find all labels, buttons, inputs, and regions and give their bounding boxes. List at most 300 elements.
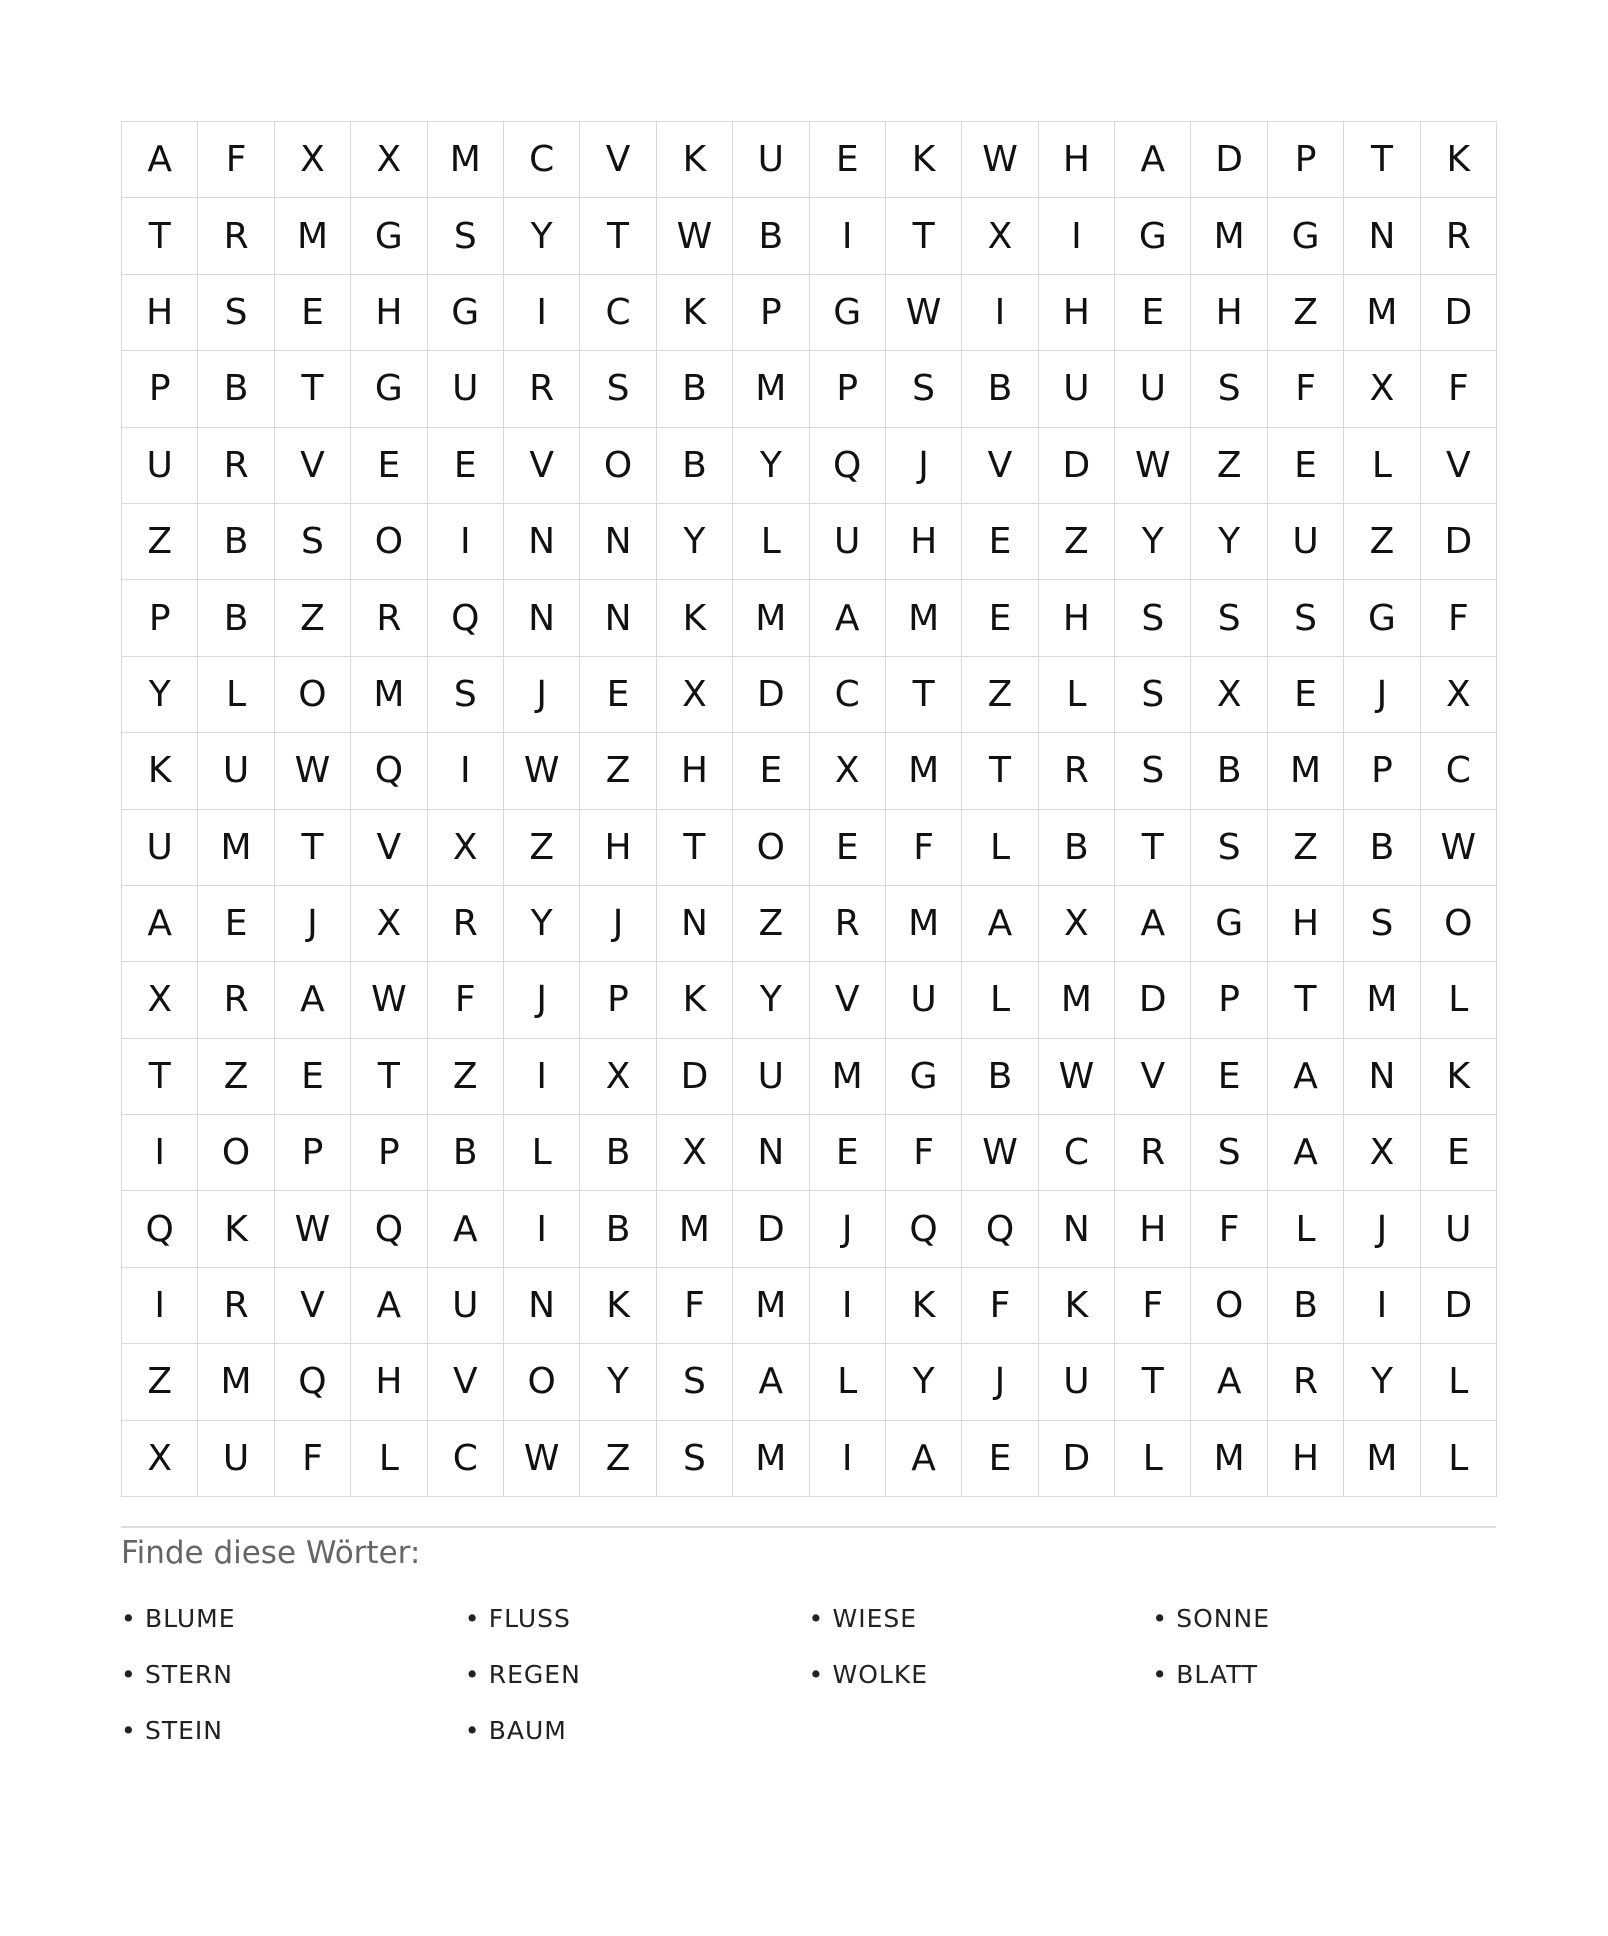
grid-cell[interactable]: A	[427, 1191, 503, 1267]
grid-cell[interactable]: M	[1038, 962, 1114, 1038]
grid-cell[interactable]: O	[580, 427, 656, 503]
grid-cell[interactable]: F	[1115, 1267, 1191, 1343]
grid-cell[interactable]: H	[351, 1344, 427, 1420]
grid-cell[interactable]: H	[580, 809, 656, 885]
grid-cell[interactable]: I	[962, 274, 1038, 350]
grid-cell[interactable]: Y	[580, 1344, 656, 1420]
grid-cell[interactable]: M	[885, 733, 961, 809]
grid-cell[interactable]: Z	[122, 1344, 198, 1420]
grid-cell[interactable]: Z	[580, 1420, 656, 1496]
grid-cell[interactable]: N	[733, 1115, 809, 1191]
grid-cell[interactable]: O	[1420, 885, 1496, 961]
grid-cell[interactable]: T	[122, 1038, 198, 1114]
grid-cell[interactable]: O	[503, 1344, 579, 1420]
grid-cell[interactable]: Y	[656, 503, 732, 579]
grid-cell[interactable]: H	[1267, 885, 1343, 961]
grid-cell[interactable]: P	[733, 274, 809, 350]
grid-cell[interactable]: G	[885, 1038, 961, 1114]
grid-cell[interactable]: X	[1191, 656, 1267, 732]
grid-cell[interactable]: I	[503, 274, 579, 350]
grid-cell[interactable]: I	[122, 1267, 198, 1343]
grid-cell[interactable]: L	[1038, 656, 1114, 732]
grid-cell[interactable]: E	[274, 1038, 350, 1114]
grid-cell[interactable]: J	[503, 962, 579, 1038]
grid-cell[interactable]: J	[274, 885, 350, 961]
grid-cell[interactable]: D	[1038, 1420, 1114, 1496]
grid-cell[interactable]: T	[274, 351, 350, 427]
grid-cell[interactable]: D	[1191, 122, 1267, 198]
grid-cell[interactable]: R	[198, 198, 274, 274]
grid-cell[interactable]: I	[809, 1420, 885, 1496]
grid-cell[interactable]: E	[274, 274, 350, 350]
grid-cell[interactable]: D	[1420, 274, 1496, 350]
grid-cell[interactable]: G	[1344, 580, 1420, 656]
grid-cell[interactable]: Q	[351, 733, 427, 809]
grid-cell[interactable]: B	[962, 351, 1038, 427]
grid-cell[interactable]: X	[656, 656, 732, 732]
grid-cell[interactable]: H	[1038, 122, 1114, 198]
grid-cell[interactable]: X	[427, 809, 503, 885]
grid-cell[interactable]: E	[1267, 427, 1343, 503]
grid-cell[interactable]: R	[1038, 733, 1114, 809]
grid-cell[interactable]: L	[351, 1420, 427, 1496]
grid-cell[interactable]: K	[1420, 1038, 1496, 1114]
grid-cell[interactable]: E	[427, 427, 503, 503]
grid-cell[interactable]: Q	[885, 1191, 961, 1267]
grid-cell[interactable]: B	[580, 1115, 656, 1191]
grid-cell[interactable]: U	[733, 1038, 809, 1114]
grid-cell[interactable]: S	[1191, 1115, 1267, 1191]
grid-cell[interactable]: F	[656, 1267, 732, 1343]
grid-cell[interactable]: T	[1344, 122, 1420, 198]
grid-cell[interactable]: T	[1115, 1344, 1191, 1420]
grid-cell[interactable]: A	[962, 885, 1038, 961]
grid-cell[interactable]: J	[885, 427, 961, 503]
grid-cell[interactable]: N	[580, 503, 656, 579]
grid-cell[interactable]: J	[962, 1344, 1038, 1420]
grid-cell[interactable]: K	[656, 274, 732, 350]
grid-cell[interactable]: H	[1115, 1191, 1191, 1267]
grid-cell[interactable]: X	[656, 1115, 732, 1191]
grid-cell[interactable]: P	[122, 351, 198, 427]
grid-cell[interactable]: D	[1420, 503, 1496, 579]
grid-cell[interactable]: H	[656, 733, 732, 809]
grid-cell[interactable]: U	[1115, 351, 1191, 427]
grid-cell[interactable]: Z	[1267, 274, 1343, 350]
grid-cell[interactable]: R	[1115, 1115, 1191, 1191]
grid-cell[interactable]: G	[1191, 885, 1267, 961]
grid-cell[interactable]: Q	[122, 1191, 198, 1267]
grid-cell[interactable]: S	[1115, 733, 1191, 809]
grid-cell[interactable]: T	[885, 656, 961, 732]
grid-cell[interactable]: D	[1115, 962, 1191, 1038]
grid-cell[interactable]: U	[1420, 1191, 1496, 1267]
grid-cell[interactable]: P	[809, 351, 885, 427]
grid-cell[interactable]: N	[1038, 1191, 1114, 1267]
grid-cell[interactable]: S	[656, 1420, 732, 1496]
grid-cell[interactable]: B	[1191, 733, 1267, 809]
grid-cell[interactable]: M	[351, 656, 427, 732]
grid-cell[interactable]: I	[427, 503, 503, 579]
grid-cell[interactable]: F	[1420, 351, 1496, 427]
grid-cell[interactable]: M	[733, 1267, 809, 1343]
grid-cell[interactable]: N	[656, 885, 732, 961]
grid-cell[interactable]: I	[809, 1267, 885, 1343]
grid-cell[interactable]: X	[351, 885, 427, 961]
grid-cell[interactable]: T	[122, 198, 198, 274]
grid-cell[interactable]: K	[885, 1267, 961, 1343]
grid-cell[interactable]: H	[1191, 274, 1267, 350]
grid-cell[interactable]: E	[1267, 656, 1343, 732]
grid-cell[interactable]: L	[1344, 427, 1420, 503]
grid-cell[interactable]: S	[1191, 809, 1267, 885]
grid-cell[interactable]: R	[1267, 1344, 1343, 1420]
grid-cell[interactable]: A	[733, 1344, 809, 1420]
grid-cell[interactable]: T	[962, 733, 1038, 809]
grid-cell[interactable]: T	[656, 809, 732, 885]
grid-cell[interactable]: R	[198, 427, 274, 503]
grid-cell[interactable]: M	[809, 1038, 885, 1114]
grid-cell[interactable]: S	[1115, 580, 1191, 656]
grid-cell[interactable]: H	[1267, 1420, 1343, 1496]
grid-cell[interactable]: E	[962, 1420, 1038, 1496]
grid-cell[interactable]: G	[1267, 198, 1343, 274]
grid-cell[interactable]: L	[198, 656, 274, 732]
grid-cell[interactable]: O	[1191, 1267, 1267, 1343]
grid-cell[interactable]: M	[274, 198, 350, 274]
grid-cell[interactable]: W	[274, 1191, 350, 1267]
grid-cell[interactable]: U	[427, 1267, 503, 1343]
grid-cell[interactable]: M	[1191, 1420, 1267, 1496]
grid-cell[interactable]: F	[1191, 1191, 1267, 1267]
grid-cell[interactable]: W	[1115, 427, 1191, 503]
grid-cell[interactable]: F	[1267, 351, 1343, 427]
grid-cell[interactable]: V	[962, 427, 1038, 503]
grid-cell[interactable]: J	[809, 1191, 885, 1267]
grid-cell[interactable]: Y	[503, 885, 579, 961]
grid-cell[interactable]: D	[1420, 1267, 1496, 1343]
grid-cell[interactable]: X	[122, 1420, 198, 1496]
grid-cell[interactable]: S	[1115, 656, 1191, 732]
grid-cell[interactable]: L	[1420, 1420, 1496, 1496]
grid-cell[interactable]: A	[1267, 1115, 1343, 1191]
grid-cell[interactable]: H	[122, 274, 198, 350]
grid-cell[interactable]: N	[580, 580, 656, 656]
grid-cell[interactable]: P	[1191, 962, 1267, 1038]
grid-cell[interactable]: Y	[1115, 503, 1191, 579]
grid-cell[interactable]: J	[503, 656, 579, 732]
grid-cell[interactable]: B	[656, 427, 732, 503]
grid-cell[interactable]: Q	[962, 1191, 1038, 1267]
grid-cell[interactable]: G	[427, 274, 503, 350]
grid-cell[interactable]: E	[962, 580, 1038, 656]
grid-cell[interactable]: W	[962, 1115, 1038, 1191]
grid-cell[interactable]: K	[198, 1191, 274, 1267]
grid-cell[interactable]: W	[351, 962, 427, 1038]
grid-cell[interactable]: S	[656, 1344, 732, 1420]
grid-cell[interactable]: V	[1115, 1038, 1191, 1114]
grid-cell[interactable]: K	[656, 962, 732, 1038]
grid-cell[interactable]: S	[1191, 580, 1267, 656]
grid-cell[interactable]: X	[1038, 885, 1114, 961]
grid-cell[interactable]: E	[1191, 1038, 1267, 1114]
grid-cell[interactable]: E	[962, 503, 1038, 579]
grid-cell[interactable]: P	[122, 580, 198, 656]
grid-cell[interactable]: R	[351, 580, 427, 656]
grid-cell[interactable]: N	[503, 580, 579, 656]
grid-cell[interactable]: X	[1420, 656, 1496, 732]
grid-cell[interactable]: A	[122, 885, 198, 961]
grid-cell[interactable]: M	[1267, 733, 1343, 809]
grid-cell[interactable]: F	[198, 122, 274, 198]
grid-cell[interactable]: Y	[503, 198, 579, 274]
grid-cell[interactable]: Z	[1191, 427, 1267, 503]
grid-cell[interactable]: P	[351, 1115, 427, 1191]
grid-cell[interactable]: T	[885, 198, 961, 274]
grid-cell[interactable]: X	[580, 1038, 656, 1114]
grid-cell[interactable]: P	[1267, 122, 1343, 198]
grid-cell[interactable]: B	[1267, 1267, 1343, 1343]
grid-cell[interactable]: E	[351, 427, 427, 503]
grid-cell[interactable]: I	[503, 1191, 579, 1267]
grid-cell[interactable]: R	[198, 962, 274, 1038]
grid-cell[interactable]: Z	[1038, 503, 1114, 579]
grid-cell[interactable]: G	[1115, 198, 1191, 274]
grid-cell[interactable]: J	[580, 885, 656, 961]
grid-cell[interactable]: X	[274, 122, 350, 198]
grid-cell[interactable]: P	[274, 1115, 350, 1191]
grid-cell[interactable]: Q	[809, 427, 885, 503]
grid-cell[interactable]: U	[885, 962, 961, 1038]
grid-cell[interactable]: L	[1115, 1420, 1191, 1496]
grid-cell[interactable]: M	[885, 885, 961, 961]
grid-cell[interactable]: J	[1344, 1191, 1420, 1267]
grid-cell[interactable]: T	[1267, 962, 1343, 1038]
grid-cell[interactable]: T	[1115, 809, 1191, 885]
grid-cell[interactable]: N	[503, 1267, 579, 1343]
grid-cell[interactable]: U	[809, 503, 885, 579]
grid-cell[interactable]: B	[427, 1115, 503, 1191]
grid-cell[interactable]: W	[503, 1420, 579, 1496]
grid-cell[interactable]: W	[274, 733, 350, 809]
grid-cell[interactable]: Y	[733, 962, 809, 1038]
grid-cell[interactable]: U	[427, 351, 503, 427]
grid-cell[interactable]: B	[198, 580, 274, 656]
grid-cell[interactable]: X	[809, 733, 885, 809]
grid-cell[interactable]: Y	[733, 427, 809, 503]
grid-cell[interactable]: E	[1420, 1115, 1496, 1191]
grid-cell[interactable]: X	[351, 122, 427, 198]
grid-cell[interactable]: I	[122, 1115, 198, 1191]
grid-cell[interactable]: L	[503, 1115, 579, 1191]
grid-cell[interactable]: M	[1344, 274, 1420, 350]
grid-cell[interactable]: I	[1038, 198, 1114, 274]
grid-cell[interactable]: E	[580, 656, 656, 732]
grid-cell[interactable]: N	[1344, 198, 1420, 274]
grid-cell[interactable]: M	[885, 580, 961, 656]
grid-cell[interactable]: A	[122, 122, 198, 198]
grid-cell[interactable]: T	[580, 198, 656, 274]
grid-cell[interactable]: E	[733, 733, 809, 809]
grid-cell[interactable]: S	[1344, 885, 1420, 961]
grid-cell[interactable]: X	[1344, 1115, 1420, 1191]
grid-cell[interactable]: M	[1344, 962, 1420, 1038]
grid-cell[interactable]: O	[351, 503, 427, 579]
grid-cell[interactable]: S	[1267, 580, 1343, 656]
grid-cell[interactable]: K	[122, 733, 198, 809]
grid-cell[interactable]: B	[733, 198, 809, 274]
grid-cell[interactable]: A	[885, 1420, 961, 1496]
grid-cell[interactable]: W	[962, 122, 1038, 198]
grid-cell[interactable]: Y	[885, 1344, 961, 1420]
grid-cell[interactable]: Z	[427, 1038, 503, 1114]
grid-cell[interactable]: W	[1038, 1038, 1114, 1114]
grid-cell[interactable]: K	[885, 122, 961, 198]
grid-cell[interactable]: S	[580, 351, 656, 427]
grid-cell[interactable]: M	[733, 351, 809, 427]
grid-cell[interactable]: X	[1344, 351, 1420, 427]
grid-cell[interactable]: L	[962, 962, 1038, 1038]
grid-cell[interactable]: W	[885, 274, 961, 350]
grid-cell[interactable]: L	[1267, 1191, 1343, 1267]
grid-cell[interactable]: M	[733, 1420, 809, 1496]
grid-cell[interactable]: P	[1344, 733, 1420, 809]
grid-cell[interactable]: V	[351, 809, 427, 885]
grid-cell[interactable]: K	[1038, 1267, 1114, 1343]
grid-cell[interactable]: B	[962, 1038, 1038, 1114]
grid-cell[interactable]: U	[733, 122, 809, 198]
grid-cell[interactable]: S	[427, 656, 503, 732]
grid-cell[interactable]: W	[503, 733, 579, 809]
grid-cell[interactable]: M	[656, 1191, 732, 1267]
grid-cell[interactable]: E	[1115, 274, 1191, 350]
grid-cell[interactable]: A	[809, 580, 885, 656]
grid-cell[interactable]: H	[885, 503, 961, 579]
grid-cell[interactable]: R	[1420, 198, 1496, 274]
grid-cell[interactable]: Z	[122, 503, 198, 579]
grid-cell[interactable]: V	[809, 962, 885, 1038]
grid-cell[interactable]: S	[427, 198, 503, 274]
grid-cell[interactable]: R	[198, 1267, 274, 1343]
grid-cell[interactable]: B	[198, 351, 274, 427]
grid-cell[interactable]: Q	[351, 1191, 427, 1267]
grid-cell[interactable]: M	[427, 122, 503, 198]
grid-cell[interactable]: Y	[122, 656, 198, 732]
grid-cell[interactable]: V	[1420, 427, 1496, 503]
grid-cell[interactable]: V	[503, 427, 579, 503]
grid-cell[interactable]: D	[733, 1191, 809, 1267]
grid-cell[interactable]: A	[1191, 1344, 1267, 1420]
grid-cell[interactable]: C	[503, 122, 579, 198]
grid-cell[interactable]: U	[1038, 1344, 1114, 1420]
grid-cell[interactable]: B	[580, 1191, 656, 1267]
grid-cell[interactable]: W	[656, 198, 732, 274]
grid-cell[interactable]: Z	[580, 733, 656, 809]
grid-cell[interactable]: V	[274, 1267, 350, 1343]
grid-cell[interactable]: E	[809, 809, 885, 885]
grid-cell[interactable]: W	[1420, 809, 1496, 885]
grid-cell[interactable]: V	[274, 427, 350, 503]
grid-cell[interactable]: O	[733, 809, 809, 885]
grid-cell[interactable]: U	[198, 733, 274, 809]
grid-cell[interactable]: M	[1191, 198, 1267, 274]
grid-cell[interactable]: Z	[274, 580, 350, 656]
grid-cell[interactable]: Y	[1191, 503, 1267, 579]
grid-cell[interactable]: R	[427, 885, 503, 961]
grid-cell[interactable]: B	[656, 351, 732, 427]
grid-cell[interactable]: X	[962, 198, 1038, 274]
grid-cell[interactable]: R	[503, 351, 579, 427]
grid-cell[interactable]: H	[1038, 580, 1114, 656]
grid-cell[interactable]: U	[198, 1420, 274, 1496]
grid-cell[interactable]: D	[1038, 427, 1114, 503]
grid-cell[interactable]: C	[580, 274, 656, 350]
grid-cell[interactable]: Q	[274, 1344, 350, 1420]
grid-cell[interactable]: Q	[427, 580, 503, 656]
grid-cell[interactable]: Z	[733, 885, 809, 961]
grid-cell[interactable]: A	[274, 962, 350, 1038]
grid-cell[interactable]: I	[809, 198, 885, 274]
grid-cell[interactable]: A	[1115, 122, 1191, 198]
grid-cell[interactable]: S	[274, 503, 350, 579]
grid-cell[interactable]: Z	[503, 809, 579, 885]
grid-cell[interactable]: V	[580, 122, 656, 198]
grid-cell[interactable]: M	[733, 580, 809, 656]
grid-cell[interactable]: K	[656, 580, 732, 656]
grid-cell[interactable]: E	[809, 122, 885, 198]
grid-cell[interactable]: F	[1420, 580, 1496, 656]
grid-cell[interactable]: N	[503, 503, 579, 579]
grid-cell[interactable]: U	[122, 809, 198, 885]
grid-cell[interactable]: B	[198, 503, 274, 579]
grid-cell[interactable]: U	[1267, 503, 1343, 579]
grid-cell[interactable]: F	[274, 1420, 350, 1496]
grid-cell[interactable]: K	[1420, 122, 1496, 198]
grid-cell[interactable]: S	[198, 274, 274, 350]
grid-cell[interactable]: F	[885, 1115, 961, 1191]
grid-cell[interactable]: S	[885, 351, 961, 427]
grid-cell[interactable]: I	[427, 733, 503, 809]
grid-cell[interactable]: I	[1344, 1267, 1420, 1343]
grid-cell[interactable]: L	[1420, 1344, 1496, 1420]
grid-cell[interactable]: C	[809, 656, 885, 732]
grid-cell[interactable]: L	[1420, 962, 1496, 1038]
grid-cell[interactable]: J	[1344, 656, 1420, 732]
grid-cell[interactable]: K	[656, 122, 732, 198]
grid-cell[interactable]: M	[1344, 1420, 1420, 1496]
grid-cell[interactable]: G	[351, 351, 427, 427]
grid-cell[interactable]: V	[427, 1344, 503, 1420]
grid-cell[interactable]: M	[198, 1344, 274, 1420]
grid-cell[interactable]: H	[1038, 274, 1114, 350]
grid-cell[interactable]: L	[962, 809, 1038, 885]
grid-cell[interactable]: G	[809, 274, 885, 350]
grid-cell[interactable]: E	[198, 885, 274, 961]
grid-cell[interactable]: B	[1038, 809, 1114, 885]
grid-cell[interactable]: H	[351, 274, 427, 350]
grid-cell[interactable]: O	[198, 1115, 274, 1191]
grid-cell[interactable]: L	[733, 503, 809, 579]
grid-cell[interactable]: Z	[1267, 809, 1343, 885]
grid-cell[interactable]: S	[1191, 351, 1267, 427]
grid-cell[interactable]: F	[962, 1267, 1038, 1343]
grid-cell[interactable]: M	[198, 809, 274, 885]
grid-cell[interactable]: C	[1038, 1115, 1114, 1191]
grid-cell[interactable]: A	[351, 1267, 427, 1343]
grid-cell[interactable]: P	[580, 962, 656, 1038]
grid-cell[interactable]: G	[351, 198, 427, 274]
grid-cell[interactable]: I	[503, 1038, 579, 1114]
